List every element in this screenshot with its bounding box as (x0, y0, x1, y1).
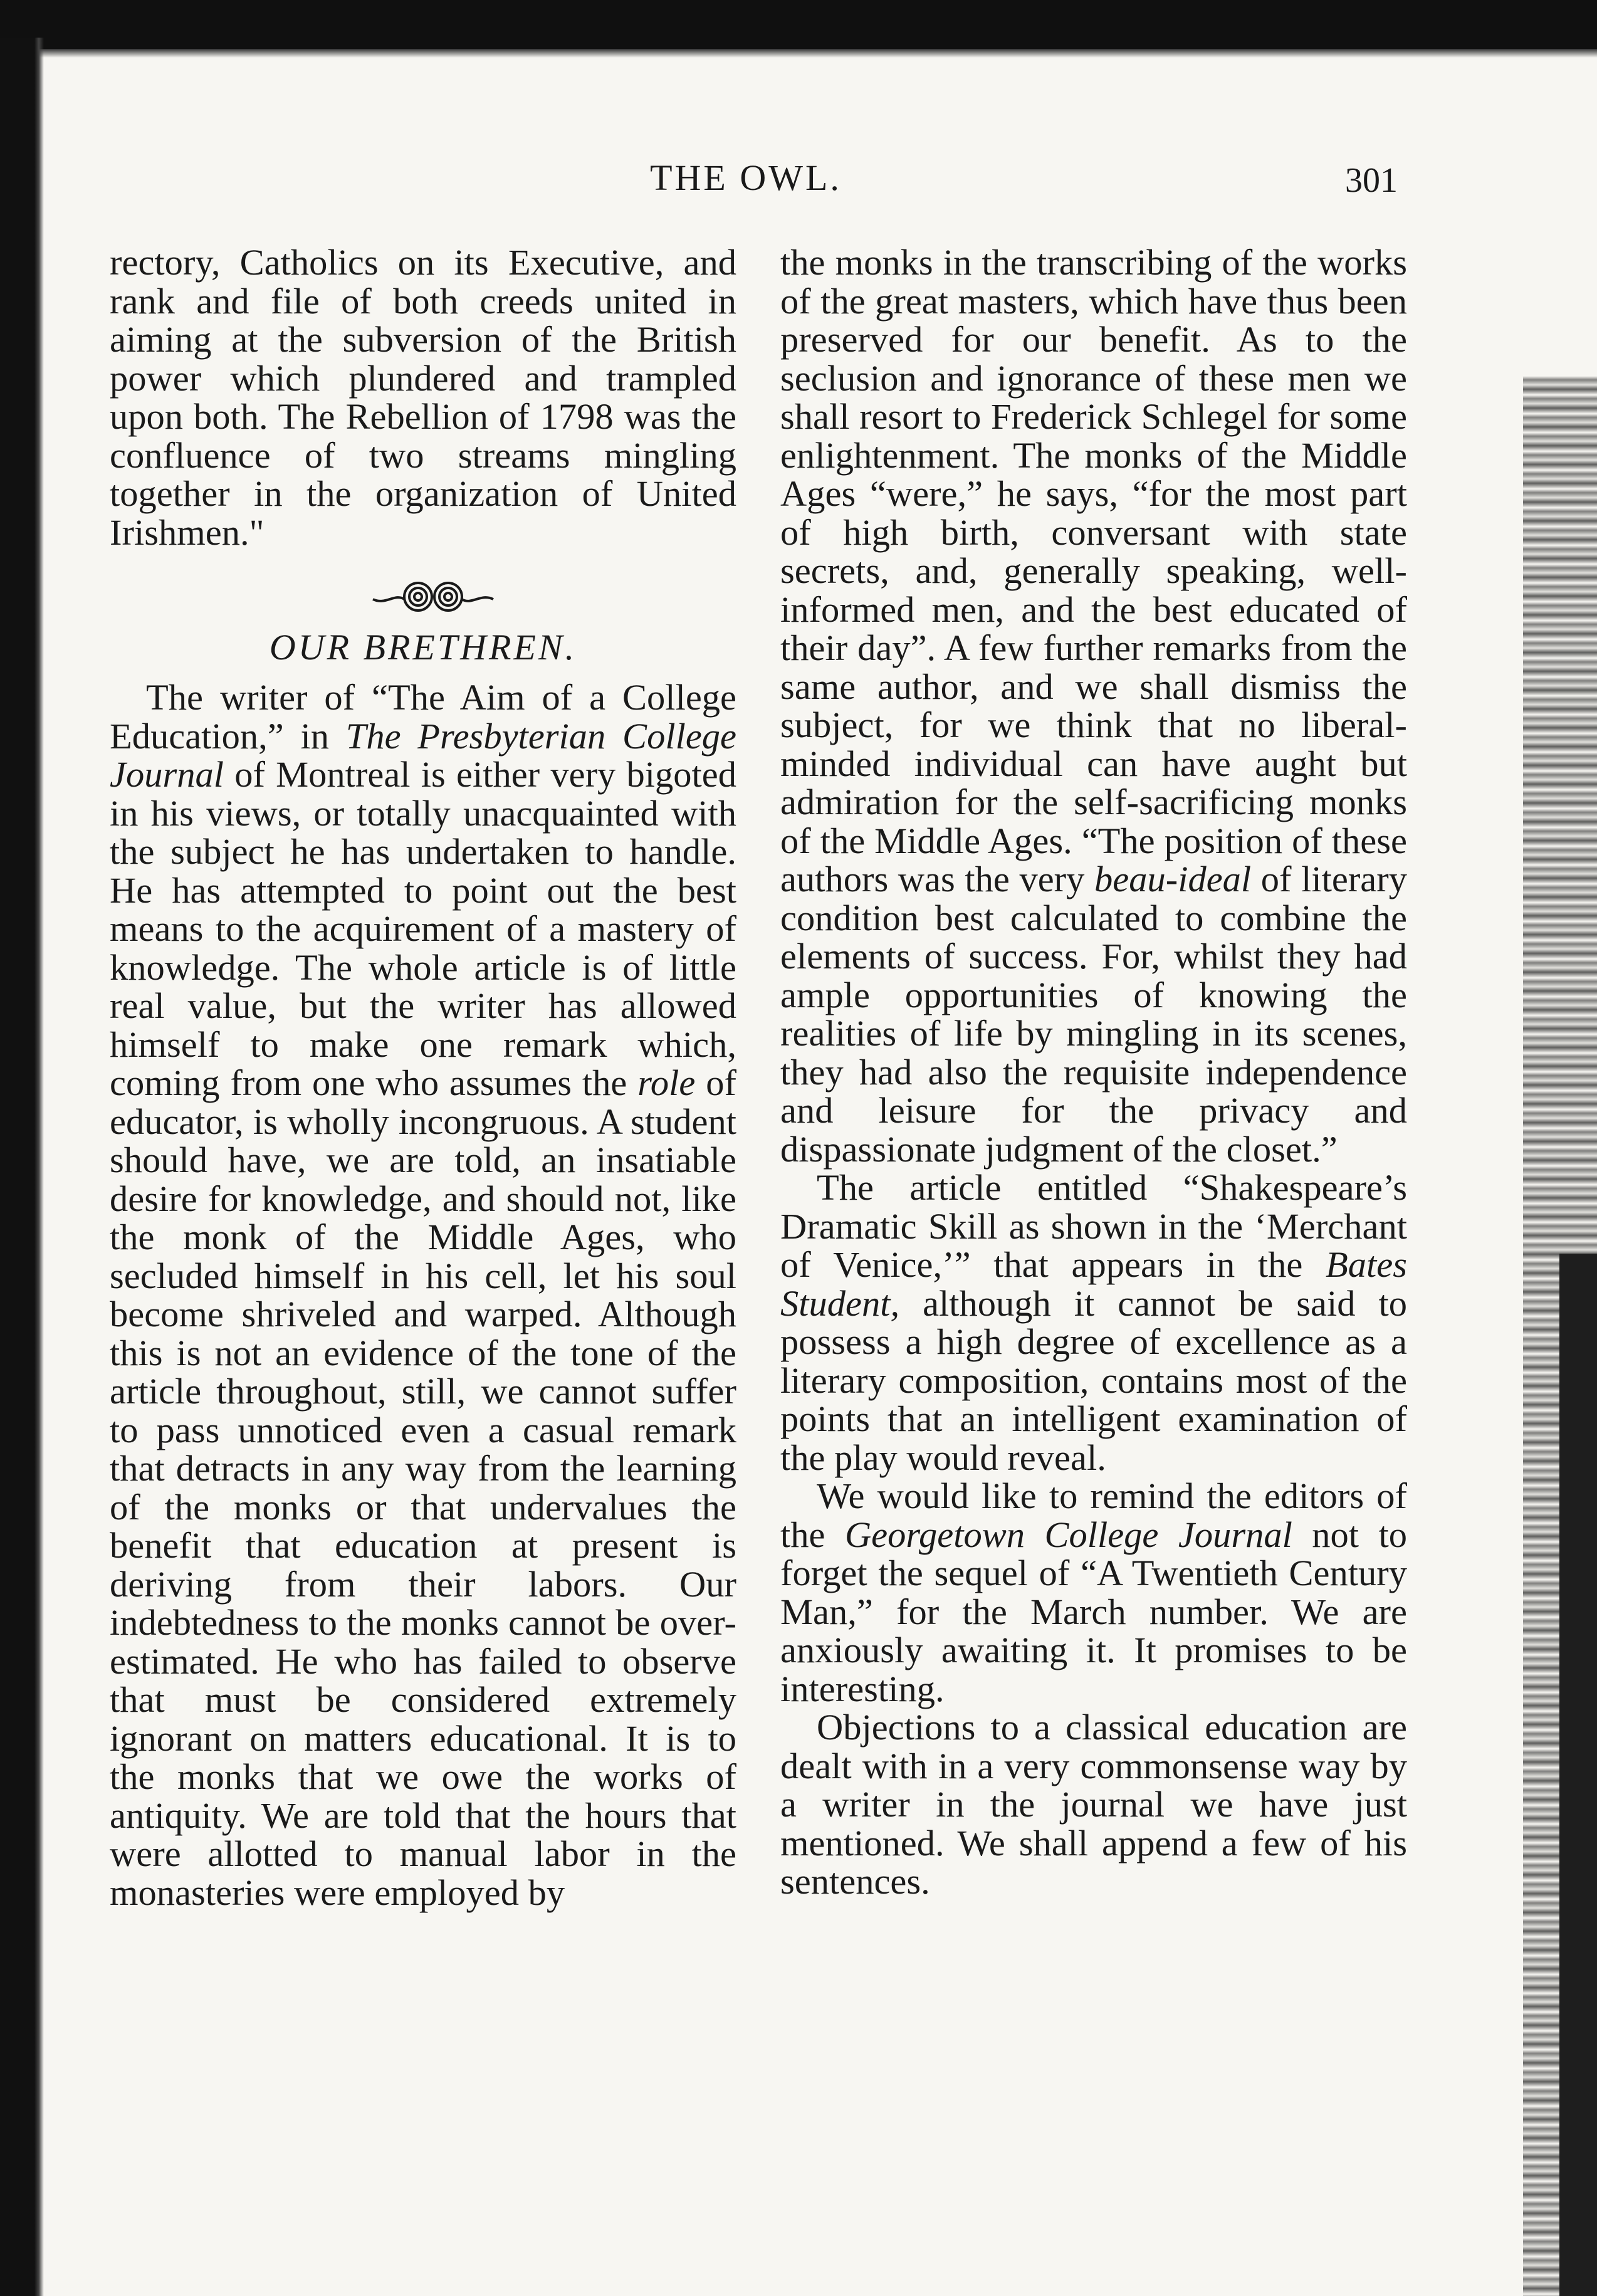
text-run: of educator, is wholly incongruous. A student should have, we are told, an insatiable desire for knowledge, and should not, like the monk of the Middle Ages, who secluded himself in his cell, let his soul become shriveled and warped. Although this is not an evidence of the tone of the article throughout, still, we cannot suffer to pass unnoticed even a casual remark that detracts in any way from the learning of the monks or that undervalues the benefit that education at present is deriving from their labors. Our indebtedness to the monks cannot be over-estimated. He who has failed to observe that must be considered extremely ignorant on matters educational. It is to the monks that we owe the works of antiquity. We are told that the hours that were allotted to manual labor in the monasteries were employed by (110, 1062, 736, 1913)
left-column (110, 243, 736, 1912)
page-number: 301 (1345, 161, 1398, 200)
italic-word: beau-ideal (1094, 859, 1252, 899)
text-run: not to forget the sequel of “A Twentieth Century Man,” for the March number. We are anxiously awaiting it. It promises to be interesting. (780, 1514, 1408, 1709)
text-run: We would like to remind the editors of the (780, 1476, 1407, 1555)
paragraph (110, 678, 736, 1912)
text-run: The writer of “The Aim of a College Education,” in (110, 677, 736, 757)
text-run: the monks in the transcribing of the works of the great masters, which have thus been preserved for our benefit. As to the seclusion and ignorance of these men we shall resort to Frederick Schlegel for some enlightenment. The monks of the Middle Ages “were,” he says, “for the most part of high birth, conversant with state secrets, and, generally speaking, well-informed men, and the best educated of their day”. A few further remarks from the same author, and we shall dismiss the subject, for we think that no liberal-minded individual can have aught but admiration for the self-sacrificing monks of the Middle Ages. “The position of these authors was the very (780, 242, 1407, 899)
scan-top-shadow (0, 49, 1597, 58)
paragraph (780, 1477, 1407, 1708)
text-run: The article entitled “Shakespeare’s Dramatic Skill as shown in the ‘Merchant of Venice,’” that appears in the (780, 1167, 1407, 1285)
journal-title: Georgetown College Journal (844, 1514, 1292, 1555)
text-run: of Montreal is either very bigoted in his views, or totally unacquainted with the subject he has undertaken to handle. He has attempted to point out the best means to the acquirement of a mastery of knowledge. The whole article is of little real value, but the writer has allowed himself to make one remark which, coming from one who assumes the (110, 754, 736, 1103)
journal-title: Bates Student, (780, 1244, 1407, 1324)
text-run: of literary condition best calculated to combine the elements of success. For, whilst they had ample opportunities of knowing the realities of life by mingling in its scenes, they had also the requisite independence and leisure for the privacy and dispassionate judgment of the closet.” (780, 859, 1407, 1170)
scan-right-edge-shadow (1559, 1254, 1597, 2296)
running-title: THE OWL. (650, 157, 842, 198)
paragraph (780, 243, 1407, 1168)
paragraph: rectory, Catholics on its Executive, and rank and file of both creeds united in aiming at the subversion of the British power which plundered and trampled upon both. The Rebellion of 1798 was the confluence of two streams mingling together in the organization of United Irishmen." (110, 242, 736, 553)
paragraph (780, 1168, 1407, 1477)
journal-title: The Presbyterian College Journal (110, 715, 737, 795)
scan-top-border (0, 0, 1597, 49)
right-column (780, 243, 1407, 1901)
scan-left-border (0, 38, 44, 2296)
section-heading: OUR BRETHREN. (269, 627, 577, 668)
text-run: although it cannot be said to possess a high degree of excellence as a literary composition, contains most of the points that an intelligent examination of the play would reveal. (780, 1282, 1407, 1478)
page-header (100, 157, 1398, 213)
ornament-divider-icon (110, 574, 736, 619)
italic-word: role (637, 1062, 696, 1103)
paragraph: Objections to a classical education are dealt with in a very commonsense way by a writer in the journal we have just mentioned. We shall append a few of his sentences. (780, 1707, 1407, 1902)
